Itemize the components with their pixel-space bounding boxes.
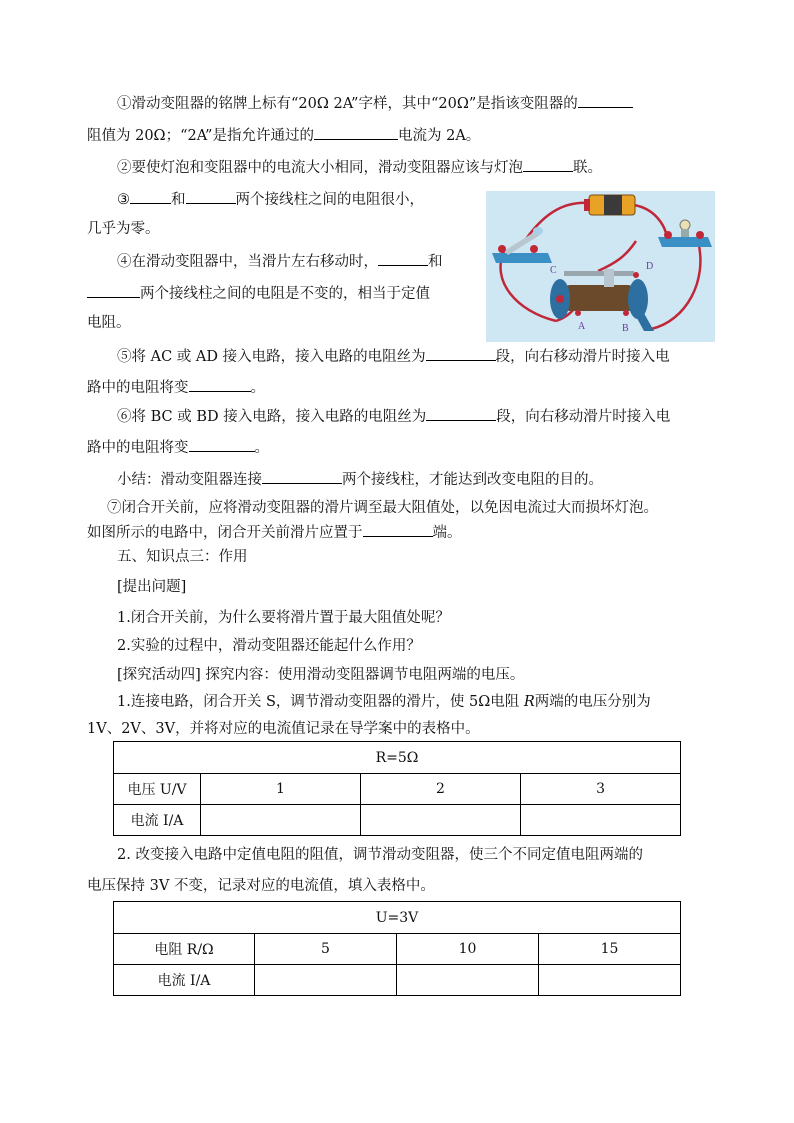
p6-line1: ⑥将 BC 或 BD 接入电路，接入电路的电阻丝为 段，向右移动滑片时接入电 — [117, 405, 670, 427]
question-1: 1.闭合开关前，为什么要将滑片置于最大阻值处呢？ — [117, 610, 450, 626]
table2-cell: 10 — [397, 934, 539, 965]
blank-series[interactable] — [523, 156, 573, 172]
blank-resistance-change-ac[interactable] — [189, 376, 251, 392]
p5-line2: 路中的电阻将变 。 — [87, 376, 265, 398]
blank-one-up-one-down[interactable] — [262, 468, 342, 484]
blank-max-current[interactable] — [314, 124, 398, 140]
label-c: C — [550, 265, 557, 276]
step-1-line1: 1.连接电路，闭合开关 S，调节滑动变阻器的滑片，使 5Ω电阻 R两端的电压分别为 — [117, 694, 651, 710]
table1-cell: 3 — [521, 774, 681, 805]
blank-terminal-4[interactable] — [87, 282, 140, 298]
table1-row1-label: 电压 U/V — [114, 774, 201, 805]
blank-slider-end[interactable] — [363, 521, 433, 537]
p1-line2: 阻值为 20Ω；“2A”是指允许通过的 电流为 2A。 — [87, 124, 480, 146]
table2-cell: 15 — [539, 934, 681, 965]
table2-row2-label: 电流 I/A — [114, 965, 255, 996]
table2-title: U=3V — [114, 902, 681, 934]
step-2-line1: 2. 改变接入电路中定值电阻的阻值，调节滑动变阻器，使三个不同定值电阻两端的 — [117, 847, 643, 863]
blank-max-resistance[interactable] — [578, 92, 633, 108]
p7-line1: ⑦闭合开关前，应将滑动变阻器的滑片调至最大阻值处，以免因电流过大而损坏灯泡。 — [107, 500, 658, 516]
table1-current-input[interactable] — [521, 805, 681, 836]
p3-line2: 几乎为零。 — [87, 221, 160, 237]
table1-row2-label: 电流 I/A — [114, 805, 201, 836]
table1-cell: 2 — [361, 774, 521, 805]
blank-terminal-2[interactable] — [186, 188, 236, 204]
table2-current-input[interactable] — [397, 965, 539, 996]
rheostat-circuit-illustration — [486, 191, 715, 342]
raise-question-label: [提出问题] — [117, 579, 187, 595]
table-voltage-current — [113, 741, 681, 836]
section-5-heading: 五、知识点三：作用 — [117, 549, 248, 565]
blank-terminal-1[interactable] — [130, 188, 171, 204]
rheostat-circuit-figure — [486, 191, 715, 342]
p2-line: ②要使灯泡和变阻器中的电流大小相同，滑动变阻器应该与灯泡 联。 — [117, 156, 602, 178]
step-1-line2: 1V、2V、3V，并将对应的电流值记录在导学案中的表格中。 — [87, 721, 480, 737]
p3-line1: ③ 和 两个接线柱之间的电阻很小， — [117, 188, 424, 210]
p4-line2: 两个接线柱之间的电阻是不变的，相当于定值 — [87, 282, 430, 304]
table1-title: R=5Ω — [114, 742, 681, 774]
p5-line1: ⑤将 AC 或 AD 接入电路，接入电路的电阻丝为 段，向右移动滑片时接入电 — [117, 345, 670, 367]
summary-line: 小结：滑动变阻器连接 两个接线柱，才能达到改变电阻的目的。 — [117, 468, 603, 490]
p1-line1: ①滑动变阻器的铭牌上标有“20Ω 2A”字样，其中“20Ω”是指该变阻器的 — [117, 92, 633, 114]
question-2: 2.实验的过程中，滑动变阻器还能起什么作用？ — [117, 638, 421, 654]
table-resistance-current — [113, 901, 681, 996]
table2-current-input[interactable] — [539, 965, 681, 996]
blank-segment-bc[interactable] — [426, 405, 496, 421]
p7-line2: 如图所示的电路中，闭合开关前滑片应置于 端。 — [87, 521, 462, 543]
table2-row1-label: 电阻 R/Ω — [114, 934, 255, 965]
p4-line1: ④在滑动变阻器中，当滑片左右移动时， 和 — [117, 250, 443, 272]
p4-line3: 电阻。 — [87, 315, 131, 331]
p6-line2: 路中的电阻将变 。 — [87, 436, 269, 458]
label-b: B — [622, 323, 629, 334]
label-a: A — [578, 321, 586, 332]
blank-resistance-change-bc[interactable] — [189, 436, 255, 452]
label-d: D — [646, 261, 654, 272]
step-2-line2: 电压保持 3V 不变，记录对应的电流值，填入表格中。 — [87, 878, 435, 894]
blank-terminal-3[interactable] — [378, 250, 428, 266]
activity-4-heading: [探究活动四] 探究内容：使用滑动变阻器调节电阻两端的电压。 — [117, 667, 525, 683]
table2-cell: 5 — [255, 934, 397, 965]
table1-cell: 1 — [201, 774, 361, 805]
blank-segment-ac[interactable] — [426, 345, 496, 361]
table1-current-input[interactable] — [361, 805, 521, 836]
table1-current-input[interactable] — [201, 805, 361, 836]
table2-current-input[interactable] — [255, 965, 397, 996]
